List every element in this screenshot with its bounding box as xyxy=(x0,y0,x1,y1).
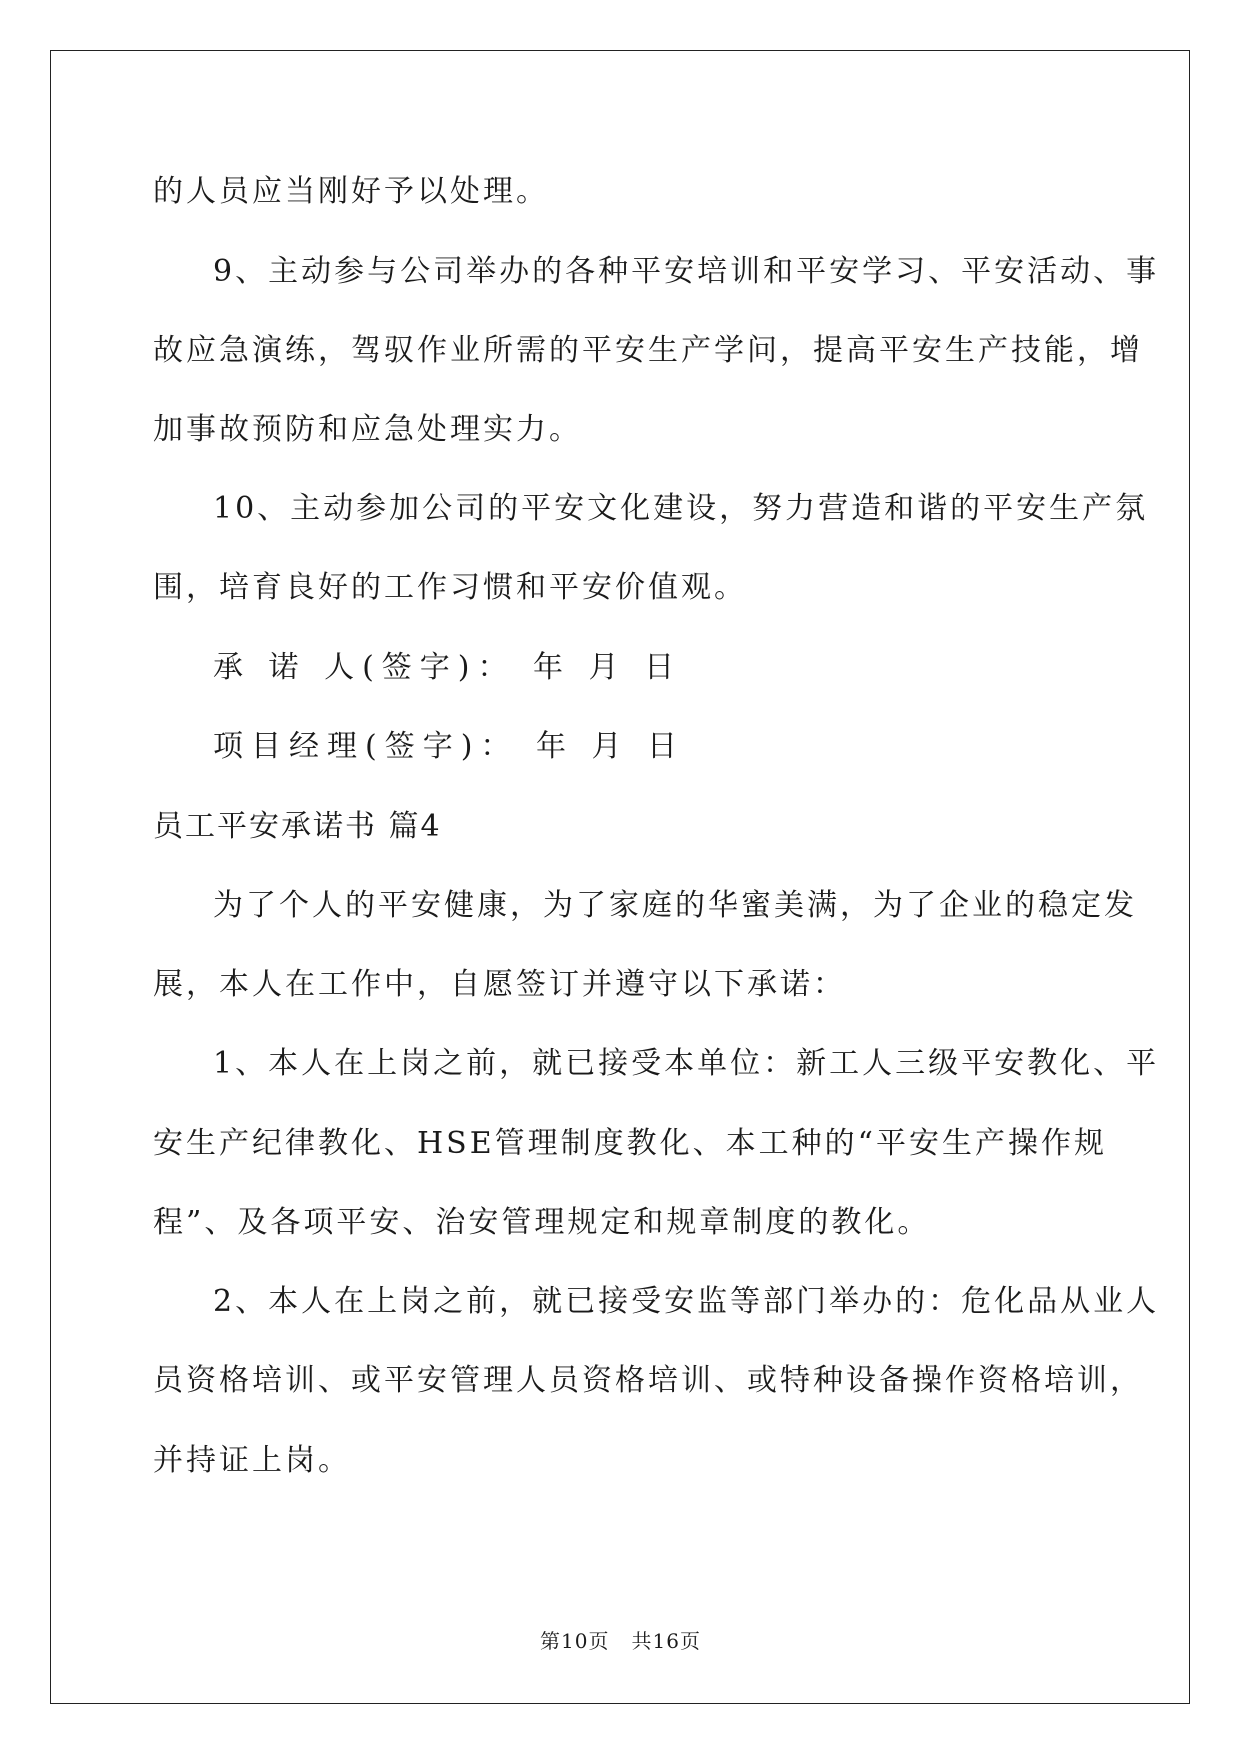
body-line-8: 展，本人在工作中，自愿签订并遵守以下承诺： xyxy=(153,967,846,1002)
body-line-6: 围，培育良好的工作习惯和平安价值观。 xyxy=(153,570,747,605)
body-line-12: 2、本人在上岗之前，就已接受安监等部门举办的：危化品从业人 xyxy=(213,1284,1160,1319)
body-line-10: 安生产纪律教化、HSE管理制度教化、本工种的“平安生产操作规 xyxy=(153,1126,1107,1161)
body-line-2: 9、主动参与公司举办的各种平安培训和平安学习、平安活动、事 xyxy=(213,254,1160,289)
body-line-9: 1、本人在上岗之前，就已接受本单位：新工人三级平安教化、平 xyxy=(213,1046,1160,1081)
body-line-13: 员资格培训、或平安管理人员资格培训、或特种设备操作资格培训， xyxy=(153,1363,1143,1398)
page-number-footer: 第10页 共16页 xyxy=(540,1629,701,1653)
body-line-11: 程”、及各项平安、治安管理规定和规章制度的教化。 xyxy=(153,1205,931,1240)
section-heading: 员工平安承诺书 篇4 xyxy=(153,809,442,844)
body-line-1: 的人员应当刚好予以处理。 xyxy=(153,174,549,209)
body-line-3: 故应急演练，驾驭作业所需的平安生产学问，提高平安生产技能，增 xyxy=(153,333,1143,368)
body-line-5: 10、主动参加公司的平安文化建设，努力营造和谐的平安生产氛 xyxy=(213,491,1149,526)
signature-promisor: 承 诺 人(签字)： 年 月 日 xyxy=(213,650,683,685)
body-line-14: 并持证上岗。 xyxy=(153,1443,351,1478)
body-line-4: 加事故预防和应急处理实力。 xyxy=(153,412,582,447)
signature-project-manager: 项目经理(签字)： 年 月 日 xyxy=(213,729,686,764)
body-line-7: 为了个人的平安健康，为了家庭的华蜜美满，为了企业的稳定发 xyxy=(213,888,1137,923)
